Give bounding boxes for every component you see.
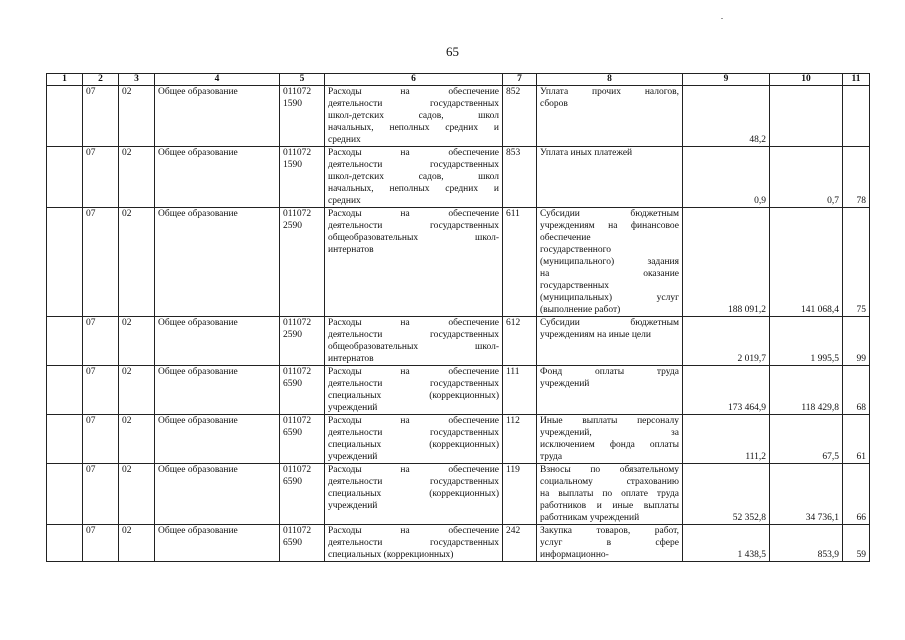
cell-article-name <box>325 86 503 147</box>
cell-article-name <box>325 366 503 415</box>
table-row <box>47 147 870 208</box>
target-article-part: 6590 <box>283 477 302 487</box>
cell-expense-code: 611 <box>503 208 537 317</box>
article-name-line: начальных, неполных средних и <box>328 184 499 194</box>
article-name-line: специальных (коррекционных) <box>328 440 499 450</box>
target-article-part: 1590 <box>283 99 302 109</box>
expense-name-line: Взносы по обязательному <box>540 465 679 475</box>
expense-name-line: Закупка товаров, работ, <box>540 526 679 536</box>
cell-col1 <box>47 366 83 415</box>
article-name-line: Расходы на обеспечение <box>328 209 499 219</box>
expense-name-line: учреждениям на финансовое <box>540 221 679 231</box>
cell-section: 07 <box>83 147 119 208</box>
cell-col1 <box>47 208 83 317</box>
expense-name-line: учреждениям на иные цели <box>540 330 651 340</box>
cell-expense-code: 119 <box>503 464 537 525</box>
table-row <box>47 208 870 317</box>
expense-name-line: работников и иные выплаты <box>540 501 679 511</box>
expense-name-line: на оказание <box>540 269 679 279</box>
cell-section: 07 <box>83 525 119 562</box>
cell-target-article <box>280 147 325 208</box>
cell-expense-code: 111 <box>503 366 537 415</box>
cell-plan-amount: 52 352,8 <box>683 464 770 525</box>
header-cell: 6 <box>325 74 503 86</box>
cell-plan-amount: 173 464,9 <box>683 366 770 415</box>
cell-subsection: 02 <box>119 464 155 525</box>
article-name-line: Расходы на обеспечение <box>328 148 499 158</box>
cell-percent: 59 <box>843 525 870 562</box>
cell-target-article <box>280 366 325 415</box>
table-row <box>47 464 870 525</box>
expense-name-line: социальному страхованию <box>540 477 679 487</box>
target-article-part: 1590 <box>283 160 302 170</box>
cell-expense-name <box>537 317 683 366</box>
article-name-line: деятельности государственных <box>328 379 499 389</box>
table-row <box>47 86 870 147</box>
article-name-line: учреждений <box>328 452 378 462</box>
expense-name-line: Уплата прочих налогов, <box>540 87 679 97</box>
cell-actual-amount: 853,9 <box>770 525 843 562</box>
header-cell: 10 <box>770 74 843 86</box>
cell-target-article <box>280 317 325 366</box>
cell-plan-amount: 2 019,7 <box>683 317 770 366</box>
cell-col1 <box>47 317 83 366</box>
header-cell: 11 <box>843 74 870 86</box>
table-row <box>47 415 870 464</box>
cell-expense-code: 242 <box>503 525 537 562</box>
expense-name-line: Иные выплаты персоналу <box>540 416 679 426</box>
cell-actual-amount: 141 068,4 <box>770 208 843 317</box>
header-cell: 3 <box>119 74 155 86</box>
article-name-line: деятельности государственных <box>328 160 499 170</box>
article-name-line: Расходы на обеспечение <box>328 318 499 328</box>
cell-article-name <box>325 317 503 366</box>
cell-section: 07 <box>83 86 119 147</box>
article-name-line: общеобразовательных школ- <box>328 342 499 352</box>
header-cell: 5 <box>280 74 325 86</box>
cell-percent: 61 <box>843 415 870 464</box>
cell-section-name: Общее образование <box>155 86 280 147</box>
cell-target-article <box>280 525 325 562</box>
expense-name-line: государственных <box>540 281 610 291</box>
target-article-part: 011072 <box>283 148 312 158</box>
expense-name-line: государственного <box>540 245 612 255</box>
target-article-part: 6590 <box>283 428 302 438</box>
cell-article-name <box>325 147 503 208</box>
scan-speck <box>721 18 723 19</box>
cell-section: 07 <box>83 208 119 317</box>
expense-name-line: Уплата иных платежей <box>540 148 633 158</box>
header-cell: 8 <box>537 74 683 86</box>
cell-subsection: 02 <box>119 366 155 415</box>
expense-name-line: труда <box>540 452 563 462</box>
cell-subsection: 02 <box>119 317 155 366</box>
cell-section-name: Общее образование <box>155 366 280 415</box>
cell-actual-amount: 34 736,1 <box>770 464 843 525</box>
cell-expense-name <box>537 366 683 415</box>
expense-name-line: обеспечение <box>540 233 591 243</box>
expense-name-line: Субсидии бюджетным <box>540 318 679 328</box>
cell-plan-amount: 48,2 <box>683 86 770 147</box>
article-name-line: деятельности государственных <box>328 428 499 438</box>
target-article-part: 011072 <box>283 465 312 475</box>
expense-name-line: работникам учреждений <box>540 513 640 523</box>
expense-name-line: исключением фонда оплаты <box>540 440 679 450</box>
target-article-part: 011072 <box>283 367 312 377</box>
cell-actual-amount: 67,5 <box>770 415 843 464</box>
cell-expense-name <box>537 86 683 147</box>
cell-expense-name <box>537 147 683 208</box>
cell-expense-code: 112 <box>503 415 537 464</box>
cell-percent: 99 <box>843 317 870 366</box>
header-cell: 4 <box>155 74 280 86</box>
cell-target-article <box>280 86 325 147</box>
cell-article-name <box>325 464 503 525</box>
article-name-line: Расходы на обеспечение <box>328 416 499 426</box>
cell-target-article <box>280 415 325 464</box>
article-name-line: деятельности государственных <box>328 330 499 340</box>
cell-subsection: 02 <box>119 147 155 208</box>
cell-percent: 75 <box>843 208 870 317</box>
target-article-part: 011072 <box>283 416 312 426</box>
table-row <box>47 317 870 366</box>
cell-section: 07 <box>83 464 119 525</box>
article-name-line: Расходы на обеспечение <box>328 465 499 475</box>
cell-plan-amount: 111,2 <box>683 415 770 464</box>
article-name-line: учреждений <box>328 403 378 413</box>
cell-section-name: Общее образование <box>155 464 280 525</box>
expense-name-line: информационно- <box>540 550 609 560</box>
article-name-line: деятельности государственных <box>328 221 499 231</box>
target-article-part: 011072 <box>283 87 312 97</box>
target-article-part: 2590 <box>283 330 302 340</box>
cell-actual-amount: 118 429,8 <box>770 366 843 415</box>
cell-subsection: 02 <box>119 208 155 317</box>
target-article-part: 011072 <box>283 526 312 536</box>
cell-target-article <box>280 208 325 317</box>
article-name-line: Расходы на обеспечение <box>328 87 499 97</box>
cell-percent <box>843 86 870 147</box>
article-name-line: деятельности государственных <box>328 538 499 548</box>
cell-col1 <box>47 147 83 208</box>
cell-article-name <box>325 525 503 562</box>
cell-target-article <box>280 464 325 525</box>
cell-expense-code: 853 <box>503 147 537 208</box>
budget-table <box>46 73 870 562</box>
article-name-line: школ-детских садов, школ <box>328 111 499 121</box>
cell-col1 <box>47 86 83 147</box>
page-number: 65 <box>446 44 459 59</box>
table-row <box>47 525 870 562</box>
article-name-line: средних <box>328 135 361 145</box>
header-row <box>47 74 870 86</box>
cell-article-name <box>325 208 503 317</box>
cell-actual-amount <box>770 86 843 147</box>
cell-col1 <box>47 464 83 525</box>
article-name-line: интернатов <box>328 245 374 255</box>
article-name-line: специальных (коррекционных) <box>328 489 499 499</box>
cell-percent: 68 <box>843 366 870 415</box>
cell-section: 07 <box>83 317 119 366</box>
cell-expense-code: 612 <box>503 317 537 366</box>
cell-col1 <box>47 415 83 464</box>
target-article-part: 6590 <box>283 538 302 548</box>
cell-section-name: Общее образование <box>155 317 280 366</box>
cell-subsection: 02 <box>119 86 155 147</box>
cell-expense-name <box>537 525 683 562</box>
header-cell: 9 <box>683 74 770 86</box>
article-name-line: деятельности государственных <box>328 99 499 109</box>
cell-expense-name <box>537 464 683 525</box>
article-name-line: интернатов <box>328 354 374 364</box>
article-name-line: Расходы на обеспечение <box>328 367 499 377</box>
cell-section: 07 <box>83 366 119 415</box>
expense-name-line: (выполнение работ) <box>540 305 621 315</box>
cell-section-name: Общее образование <box>155 147 280 208</box>
table-row <box>47 366 870 415</box>
cell-expense-name <box>537 208 683 317</box>
cell-actual-amount: 1 995,5 <box>770 317 843 366</box>
cell-actual-amount: 0,7 <box>770 147 843 208</box>
cell-subsection: 02 <box>119 415 155 464</box>
expense-name-line: учреждений, за <box>540 428 679 438</box>
cell-section: 07 <box>83 415 119 464</box>
target-article-part: 2590 <box>283 221 302 231</box>
article-name-line: средних <box>328 196 361 206</box>
target-article-part: 011072 <box>283 318 312 328</box>
cell-article-name <box>325 415 503 464</box>
cell-subsection: 02 <box>119 525 155 562</box>
cell-plan-amount: 0,9 <box>683 147 770 208</box>
target-article-part: 6590 <box>283 379 302 389</box>
article-name-line: общеобразовательных школ- <box>328 233 499 243</box>
expense-name-line: Субсидии бюджетным <box>540 209 679 219</box>
cell-percent: 78 <box>843 147 870 208</box>
article-name-line: начальных, неполных средних и <box>328 123 499 133</box>
expense-name-line: (муниципальных) услуг <box>540 293 679 303</box>
cell-expense-name <box>537 415 683 464</box>
cell-expense-code: 852 <box>503 86 537 147</box>
header-cell: 2 <box>83 74 119 86</box>
expense-name-line: учреждений <box>540 379 590 389</box>
header-cell: 7 <box>503 74 537 86</box>
cell-col1 <box>47 525 83 562</box>
cell-plan-amount: 1 438,5 <box>683 525 770 562</box>
expense-name-line: сборов <box>540 99 568 109</box>
expense-name-line: услуг в сфере <box>540 538 679 548</box>
target-article-part: 011072 <box>283 209 312 219</box>
cell-section-name: Общее образование <box>155 525 280 562</box>
cell-section-name: Общее образование <box>155 208 280 317</box>
expense-name-line: (муниципального) задания <box>540 257 679 267</box>
article-name-line: Расходы на обеспечение <box>328 526 499 536</box>
cell-plan-amount: 188 091,2 <box>683 208 770 317</box>
expense-name-line: Фонд оплаты труда <box>540 367 679 377</box>
article-name-line: специальных (коррекционных) <box>328 550 454 560</box>
article-name-line: школ-детских садов, школ <box>328 172 499 182</box>
article-name-line: учреждений <box>328 501 378 511</box>
article-name-line: специальных (коррекционных) <box>328 391 499 401</box>
article-name-line: деятельности государственных <box>328 477 499 487</box>
header-cell: 1 <box>47 74 83 86</box>
cell-percent: 66 <box>843 464 870 525</box>
expense-name-line: на выплаты по оплате труда <box>540 489 679 499</box>
cell-section-name: Общее образование <box>155 415 280 464</box>
